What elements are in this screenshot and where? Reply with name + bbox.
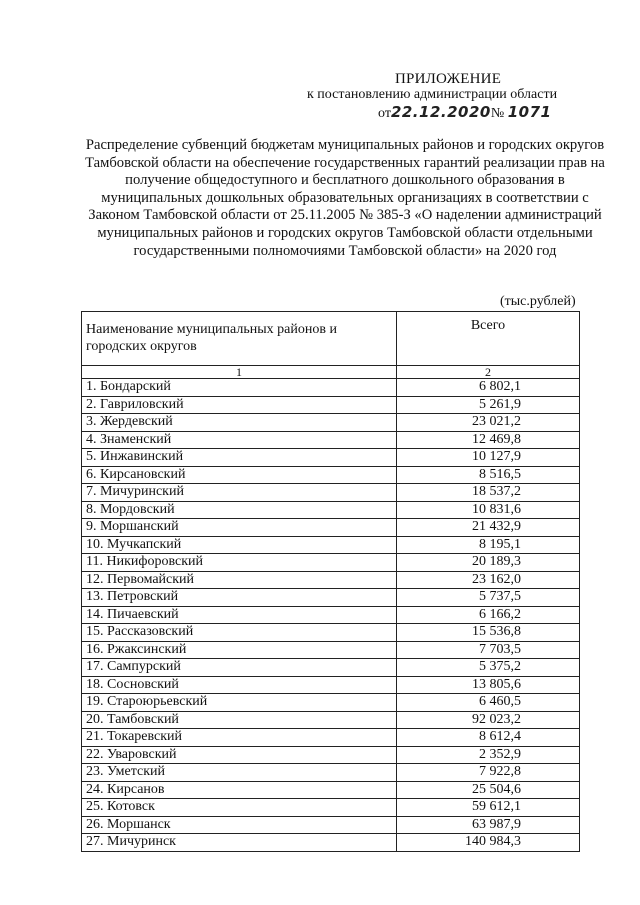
district-name: 2. Гавриловский: [82, 396, 397, 414]
table-row: [82, 501, 580, 519]
table-row: [82, 606, 580, 624]
district-name: 12. Первомайский: [82, 571, 397, 589]
district-total: 25 504,6: [397, 781, 580, 799]
district-total: 12 469,8: [397, 431, 580, 449]
table-row: [82, 554, 580, 572]
table-row: [82, 816, 580, 834]
table-row: [82, 536, 580, 554]
district-total: 7 703,5: [397, 641, 580, 659]
district-name: 22. Уваровский: [82, 746, 397, 764]
district-name: 24. Кирсанов: [82, 781, 397, 799]
table-row: [82, 519, 580, 537]
district-total: 8 516,5: [397, 466, 580, 484]
column-number-row: [82, 366, 580, 379]
table-row: [82, 676, 580, 694]
table-row: [82, 571, 580, 589]
date-prefix: от: [378, 106, 391, 121]
table-row: [82, 781, 580, 799]
table-row: [82, 466, 580, 484]
district-total: 10 127,9: [397, 449, 580, 467]
appendix-title: ПРИЛОЖЕНИЕ: [395, 71, 502, 87]
table-row: [82, 711, 580, 729]
district-name: 20. Тамбовский: [82, 711, 397, 729]
district-name: 11. Никифоровский: [82, 554, 397, 572]
district-total: 5 737,5: [397, 589, 580, 607]
table-row: [82, 484, 580, 502]
header-name: Наименование муниципальных районов и городских округов: [82, 312, 397, 366]
table-body: [82, 379, 580, 852]
district-total: 8 195,1: [397, 536, 580, 554]
district-total: 8 612,4: [397, 729, 580, 747]
table-row: [82, 449, 580, 467]
table-row: [82, 396, 580, 414]
district-total: 18 537,2: [397, 484, 580, 502]
district-name: 3. Жердевский: [82, 414, 397, 432]
district-name: 14. Пичаевский: [82, 606, 397, 624]
table-row: [82, 746, 580, 764]
district-total: 23 162,0: [397, 571, 580, 589]
units-label: (тыс.рублей): [500, 294, 576, 309]
subsidy-table: [81, 311, 580, 852]
district-name: 19. Староюрьевский: [82, 694, 397, 712]
table-row: [82, 589, 580, 607]
district-total: 23 021,2: [397, 414, 580, 432]
district-total: 2 352,9: [397, 746, 580, 764]
district-name: 23. Уметский: [82, 764, 397, 782]
appendix-subtitle: к постановлению администрации области: [307, 87, 558, 102]
district-name: 5. Инжавинский: [82, 449, 397, 467]
handwritten-date: 22.12.2020: [390, 103, 491, 121]
number-prefix: №: [490, 106, 505, 121]
district-total: 92 023,2: [397, 711, 580, 729]
district-name: 8. Мордовский: [82, 501, 397, 519]
table-row: [82, 659, 580, 677]
table-row: [82, 414, 580, 432]
table-row: [82, 641, 580, 659]
district-name: 25. Котовск: [82, 799, 397, 817]
district-total: 140 984,3: [397, 834, 580, 852]
table-row: [82, 729, 580, 747]
district-name: 13. Петровский: [82, 589, 397, 607]
district-total: 59 612,1: [397, 799, 580, 817]
table-row: [82, 799, 580, 817]
column-number-1: 1: [82, 366, 397, 379]
district-total: 10 831,6: [397, 501, 580, 519]
table-header-row: [82, 312, 580, 366]
district-name: 26. Моршанск: [82, 816, 397, 834]
district-name: 15. Рассказовский: [82, 624, 397, 642]
table-row: [82, 624, 580, 642]
district-total: 6 460,5: [397, 694, 580, 712]
district-name: 10. Мучкапский: [82, 536, 397, 554]
district-total: 20 189,3: [397, 554, 580, 572]
handwritten-number: 1071: [507, 103, 552, 121]
table-row: [82, 694, 580, 712]
district-name: 27. Мичуринск: [82, 834, 397, 852]
district-name: 4. Знаменский: [82, 431, 397, 449]
header-total: Всего: [397, 312, 580, 366]
district-total: 6 166,2: [397, 606, 580, 624]
district-total: 7 922,8: [397, 764, 580, 782]
district-total: 63 987,9: [397, 816, 580, 834]
district-total: 21 432,9: [397, 519, 580, 537]
district-total: 13 805,6: [397, 676, 580, 694]
district-name: 9. Моршанский: [82, 519, 397, 537]
table-row: [82, 764, 580, 782]
district-name: 7. Мичуринский: [82, 484, 397, 502]
table-row: [82, 834, 580, 852]
district-name: 1. Бондарский: [82, 379, 397, 397]
district-name: 16. Ржаксинский: [82, 641, 397, 659]
district-name: 17. Сампурский: [82, 659, 397, 677]
district-total: 5 375,2: [397, 659, 580, 677]
district-name: 21. Токаревский: [82, 729, 397, 747]
appendix-date-line: [378, 103, 551, 122]
district-name: 6. Кирсановский: [82, 466, 397, 484]
district-total: 15 536,8: [397, 624, 580, 642]
table-row: [82, 431, 580, 449]
document-title: Распределение субвенций бюджетам муниципальных районов и городских округов Тамбовской области на обеспечение государственных гарантий реализации прав на получение общедоступного и бесплатного дошкольного образования в муниципальных дошкольных образовательных организациях в соответствии с Законом Тамбовской области от 25.11.2005 № 385-З «О наделении администраций муниципальных районов и городских округов Тамбовской области отдельными государственными полномочиями Тамбовской области» на 2020 год: [85, 137, 605, 259]
column-number-2: 2: [397, 366, 580, 379]
table-row: [82, 379, 580, 397]
district-total: 6 802,1: [397, 379, 580, 397]
district-name: 18. Сосновский: [82, 676, 397, 694]
district-total: 5 261,9: [397, 396, 580, 414]
